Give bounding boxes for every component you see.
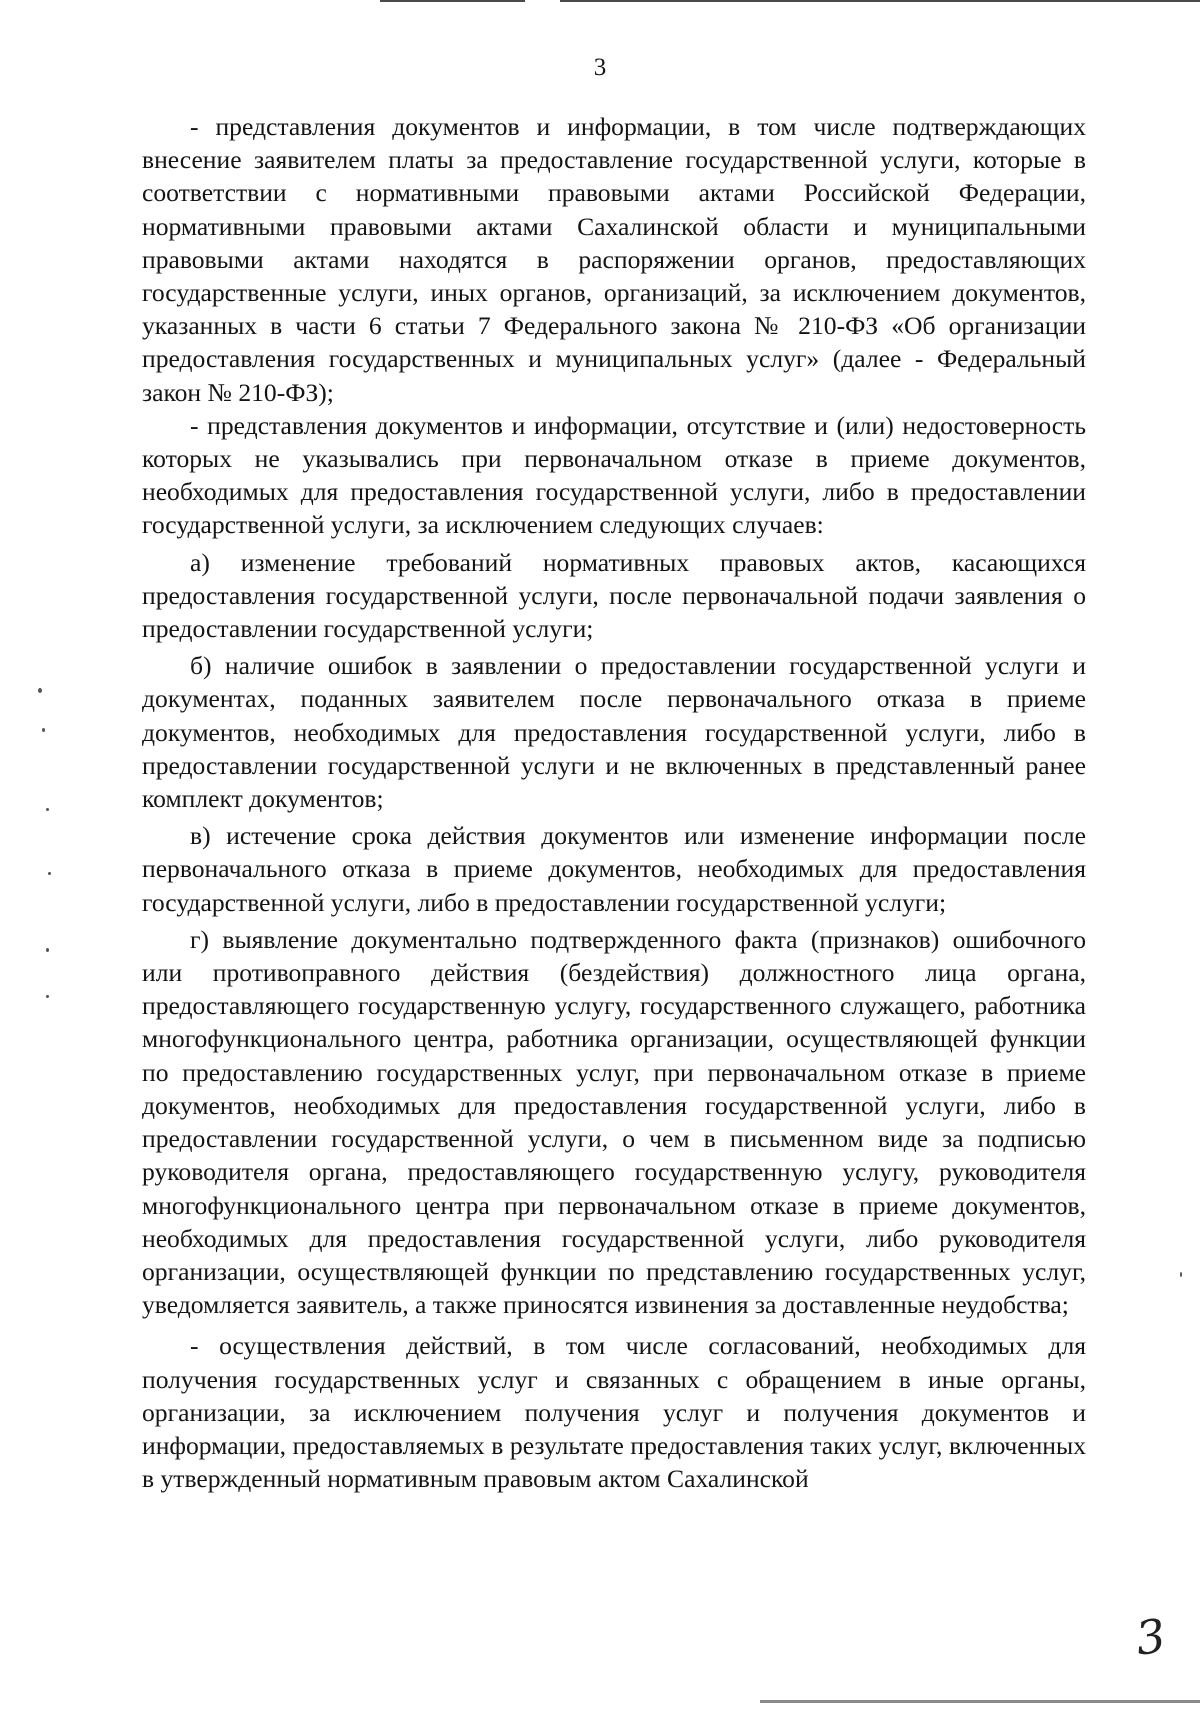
document-body xyxy=(142,110,1086,1495)
paragraph-documents-information: - представления документов и информации, в том числе подтверждающих внесение заявителем платы за предоставление государственной услуги, которые в соответствии с нормативными правовыми актами Российской Федерации, нормативными правовыми актами Сахалинской области и муниципальными правовыми актами находятся в распоряжении органов, предоставляющих государственные услуги, иных органов, организаций, за исключением документов, указанных в части 6 статьи 7 Федерального закона № 210-ФЗ «Об организации предоставления государственных и муниципальных услуг» (далее - Федеральный закон № 210-ФЗ); xyxy=(142,112,1086,407)
scan-speck xyxy=(38,688,42,693)
paragraph-case-a: а) изменение требований нормативных правовых актов, касающихся предоставления государственной услуги, после первоначальной подачи заявления о предоставлении государственной услуги; xyxy=(142,547,1086,644)
scan-speck xyxy=(46,995,49,998)
scan-speck xyxy=(48,872,51,875)
scan-speck xyxy=(46,948,49,952)
paragraph-unreliable-documents: - представления документов и информации, отсутствие и (или) недостоверность которых не указывались при первоначальном отказе в приеме документов, необходимых для предоставления государственной услуги, либо в предоставлении государственной услуги, за исключением следующих случаев: xyxy=(142,410,1086,540)
scan-speck xyxy=(46,808,49,811)
paragraph-case-b: б) наличие ошибок в заявлении о предоставлении государственной услуги и документах, поданных заявителем после первоначального отказа в приеме документов, необходимых для предоставления государственной услуги, либо в предоставлении государственной услуги и не включенных в представленный ранее комплект документов; xyxy=(142,651,1086,814)
scan-speck xyxy=(1180,1272,1182,1277)
paragraph-case-g: г) выявление документально подтвержденного факта (признаков) ошибочного или противоправного действия (бездействия) должностного лица органа, предоставляющего государственную услугу, государственного служащего, работника многофункционального центра, работника организации, осуществляющей функции по предоставлению государственных услуг, при первоначальном отказе в приеме документов, необходимых для предоставления государственной услуги, либо в предоставлении государственной услуги, о чем в письменном виде за подписью руководителя органа, предоставляющего государственную услугу, руководителя многофункционального центра при первоначальном отказе в приеме документов, необходимых для предоставления государственной услуги, либо руководителя организации, осуществляющей функции по представлению государственных услуг, уведомляется заявитель, а также приносятся извинения за доставленные неудобства; xyxy=(142,924,1086,1320)
paragraph-coordination-actions: - осуществления действий, в том числе согласований, необходимых для получения государственных услуг и связанных с обращением в иные органы, организации, за исключением получения услуг и получения документов и информации, предоставляемых в результате предоставления таких услуг, включенных в утвержденный нормативным правовым актом Сахалинской xyxy=(142,1331,1086,1494)
scan-bottom-edge xyxy=(760,1700,1200,1703)
page-number: 3 xyxy=(593,54,607,81)
scan-speck xyxy=(42,728,45,732)
scan-top-edge xyxy=(380,0,525,2)
scan-top-edge xyxy=(560,0,1200,2)
handwritten-page-number: 3 xyxy=(1132,1608,1169,1666)
paragraph-case-v: в) истечение срока действия документов или изменение информации после первоначального отказа в приеме документов, необходимых для предоставления государственной услуги, либо в предоставлении государственной услуги; xyxy=(142,821,1086,917)
